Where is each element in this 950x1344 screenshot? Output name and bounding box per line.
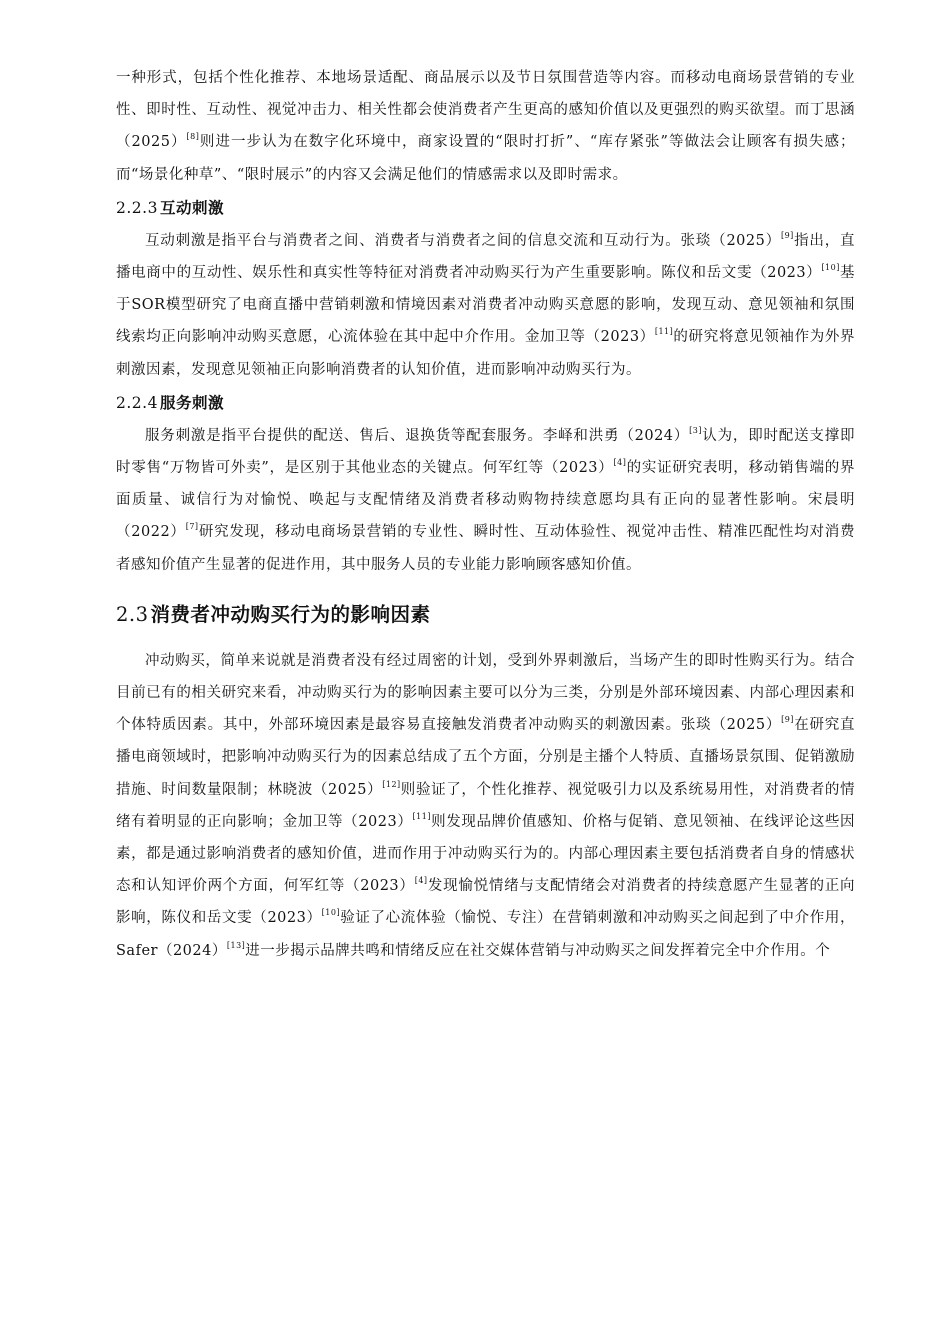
citation-ref[interactable]: [10] (821, 263, 840, 273)
citation-ref[interactable]: [13] (226, 940, 246, 950)
citation-ref[interactable]: [10] (321, 908, 341, 918)
citation-ref[interactable]: [12] (382, 779, 401, 789)
citation-ref[interactable]: [9] (780, 230, 794, 240)
citation-ref[interactable]: [7] (185, 522, 199, 532)
citation-ref[interactable]: [4] (613, 458, 627, 468)
citation-ref[interactable]: [4] (414, 876, 428, 886)
paragraph-service-stimulus: 服务刺激是指平台提供的配送、售后、退换货等配套服务。李峄和洪勇（2024）[3]认为，即时配送支撑即时零售“万物皆可外卖”，是区别于其他业态的关键点。何军红等（2023）[4]的实证研究表明，移动销售端的界面质量、诚信行为对愉悦、唤起与支配情绪及消费者移动购物持续意愿均具有正向的显著性影响。宋晨明（2022）[7]研究发现，移动电商场景营销的专业性、瞬时性、互动体验性、视觉冲击性、精准匹配性均对消费者感知价值产生显著的促进作用，其中服务人员的专业能力影响顾客感知价值。 (116, 425, 856, 573)
citation-ref[interactable]: [9] (781, 715, 794, 725)
citation-ref[interactable]: [3] (689, 425, 702, 435)
paragraph-interaction-stimulus: 互动刺激是指平台与消费者之间、消费者与消费者之间的信息交流和互动行为。张琰（2025）[9]指出，直播电商中的互动性、娱乐性和真实性等特征对消费者冲动购买行为产生重要影响。陈仪和岳文雯（2023）[10]基于SOR模型研究了电商直播中营销刺激和情境因素对消费者冲动购买意愿的影响，发现互动、意见领袖和氛围线索均正向影响冲动购买意愿，心流体验在其中起中介作用。金加卫等（2023）[11]的研究将意见领袖作为外界刺激因素，发现意见领袖正向影响消费者的认知价值，进而影响冲动购买行为。 (116, 230, 856, 378)
citation-ref[interactable]: [8] (186, 132, 200, 142)
heading-2-2-4: 2.2.4 服务刺激 (116, 393, 224, 412)
heading-2-2-3: 2.2.3 互动刺激 (116, 198, 224, 217)
paragraph-impulse-buying-factors: 冲动购买，简单来说就是消费者没有经过周密的计划，受到外界刺激后，当场产生的即时性购买行为。结合目前已有的相关研究来看，冲动购买行为的影响因素主要可以分为三类，分别是外部环境因素、内部心理因素和个体特质因素。其中，外部环境因素是最容易直接触发消费者冲动购买的刺激因素。张琰（2025）[9]在研究直播电商领域时，把影响冲动购买行为的因素总结成了五个方面，分别是主播个人特质、直播场景氛围、促销激励措施、时间数量限制；林晓波（2025）[12]则验证了，个性化推荐、视觉吸引力以及系统易用性，对消费者的情绪有着明显的正向影响；金加卫等（2023）[11]则发现品牌价值感知、价格与促销、意见领袖、在线评论这些因素，都是通过影响消费者的感知价值，进而作用于冲动购买行为的。内部心理因素主要包括消费者自身的情感状态和认知评价两个方面，何军红等（2023）[4]发现愉悦情绪与支配情绪会对消费者的持续意愿产生显著的正向影响，陈仪和岳文雯（2023）[10]验证了心流体验（愉悦、专注）在营销刺激和冲动购买之间起到了中介作用，Safer（2024）[13]进一步揭示品牌共鸣和情绪反应在社交媒体营销与冲动购买之间发挥着完全中介作用。个 (116, 652, 856, 959)
citation-ref[interactable]: [11] (654, 327, 674, 337)
heading-2-3: 2.3 消费者冲动购买行为的影响因素 (116, 602, 431, 626)
citation-ref[interactable]: [11] (412, 811, 431, 821)
paragraph-continuation: 一种形式，包括个性化推荐、本地场景适配、商品展示以及节日氛围营造等内容。而移动电商场景营销的专业性、即时性、互动性、视觉冲击力、相关性都会使消费者产生更高的感知价值以及更强烈的购买欲望。而丁思涵（2025）[8]则进一步认为在数字化环境中，商家设置的“限时打折”、“库存紧张”等做法会让顾客有损失感；而“场景化种草”、“限时展示”的内容又会满足他们的情感需求以及即时需求。 (116, 70, 855, 183)
